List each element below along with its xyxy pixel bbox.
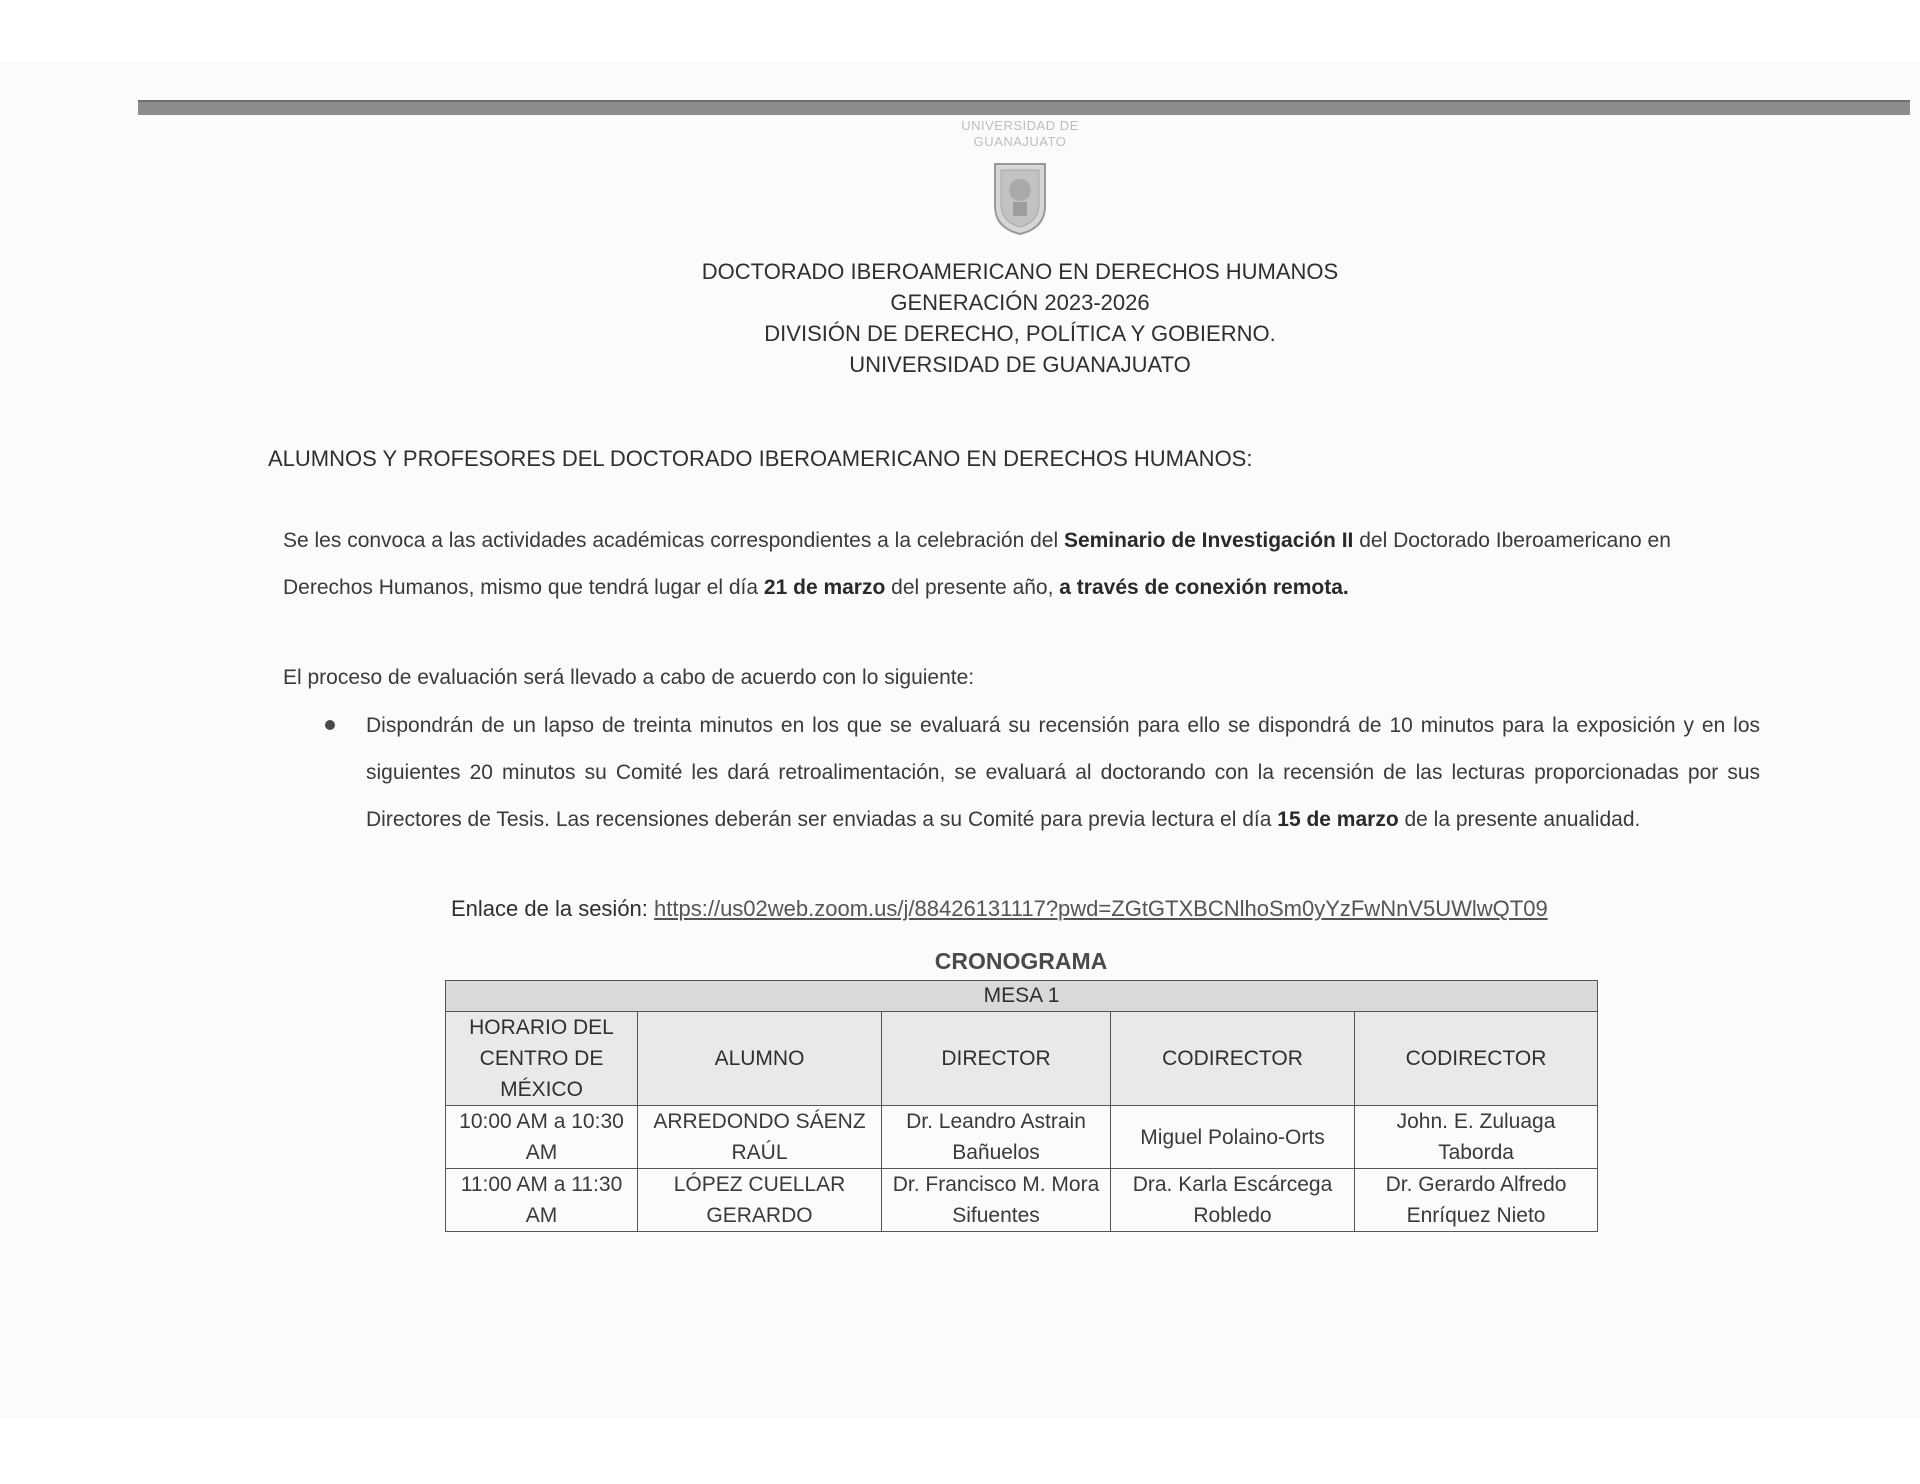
document-heading (560, 256, 1480, 380)
cell-director: Dr. Leandro Astrain Bañuelos (882, 1106, 1111, 1169)
session-link-label: Enlace de la sesión: (451, 896, 655, 921)
cell-alumno: ARREDONDO SÁENZ RAÚL (638, 1106, 882, 1169)
logo-text-line2: GUANAJUATO (973, 134, 1067, 149)
bullet-icon (325, 720, 335, 730)
cell-alumno: LÓPEZ CUELLAR GERARDO (638, 1169, 882, 1232)
bullet-text (366, 702, 1760, 843)
column-header-alumno: ALUMNO (638, 1012, 882, 1106)
heading-line-university: UNIVERSIDAD DE GUANAJUATO (849, 352, 1191, 377)
top-rule (138, 100, 1910, 115)
paragraph-text: del presente año, (885, 576, 1060, 599)
addressee: ALUMNOS Y PROFESORES DEL DOCTORADO IBEROAMERICANO EN DERECHOS HUMANOS: (268, 446, 1253, 471)
session-link-line (451, 896, 1751, 922)
column-header-codirector: CODIRECTOR (1111, 1012, 1355, 1106)
cell-codirector: Dr. Gerardo Alfredo Enríquez Nieto (1355, 1169, 1598, 1232)
cell-director: Dr. Francisco M. Mora Sifuentes (882, 1169, 1111, 1232)
heading-line-division: DIVISIÓN DE DERECHO, POLÍTICA Y GOBIERNO. (764, 321, 1276, 346)
column-header-horario: HORARIO DEL CENTRO DE MÉXICO (446, 1012, 638, 1106)
cell-codirector: Miguel Polaino-Orts (1111, 1106, 1355, 1169)
bullet-text-part: Dispondrán de un lapso de treinta minutos en los que se evaluará su recensión para ello se dispondrá de 10 minutos para la exposición y en los siguientes 20 minutos su Comité les dará retroalimentación, se evaluará al doctorando con la recensión de las lecturas proporcionadas por sus Directores de Tesis. Las recensiones deberán ser enviadas a su Comité para previa lectura el día (366, 714, 1760, 831)
table-row (446, 1106, 1598, 1169)
heading-line-program: DOCTORADO IBEROAMERICANO EN DERECHOS HUMANOS (701, 259, 1339, 284)
column-header-director: DIRECTOR (882, 1012, 1111, 1106)
schedule-title: CRONOGRAMA (934, 948, 1108, 974)
paragraph-text: del Doctorado Iberoamericano en Derechos Humanos, mismo que tendrá lugar el día (283, 529, 1671, 599)
evaluation-intro: El proceso de evaluación será llevado a cabo de acuerdo con lo siguiente: (283, 666, 975, 689)
event-date: 21 de marzo (763, 576, 886, 599)
paragraph-text: Se les convoca a las actividades académicas correspondientes a la celebración del (283, 529, 1064, 552)
session-link[interactable]: https://us02web.zoom.us/j/88426131117?pwd=ZGtGTXBCNlhoSm0yYzFwNnV5UWlwQT09 (654, 896, 1548, 921)
university-logo (920, 118, 1120, 241)
column-header-codirector: CODIRECTOR (1355, 1012, 1598, 1106)
remote-connection-note: a través de conexión remota. (1059, 576, 1349, 599)
cell-codirector: Dra. Karla Escárcega Robledo (1111, 1169, 1355, 1232)
cell-horario: 11:00 AM a 11:30 AM (446, 1169, 638, 1232)
heading-line-generation: GENERACIÓN 2023-2026 (890, 290, 1150, 315)
cell-horario: 10:00 AM a 10:30 AM (446, 1106, 638, 1169)
university-seal-icon (991, 160, 1049, 236)
schedule-table (445, 980, 1598, 1232)
mesa-header: MESA 1 (446, 981, 1598, 1012)
logo-text-line1: UNIVERSIDAD DE (961, 118, 1079, 133)
convocation-paragraph (283, 517, 1761, 611)
submission-date: 15 de marzo (1277, 808, 1399, 831)
cell-codirector: John. E. Zuluaga Taborda (1355, 1106, 1598, 1169)
bullet-text-part: de la presente anualidad. (1398, 808, 1641, 831)
table-row (446, 1169, 1598, 1232)
seminar-name: Seminario de Investigación II (1063, 529, 1354, 552)
